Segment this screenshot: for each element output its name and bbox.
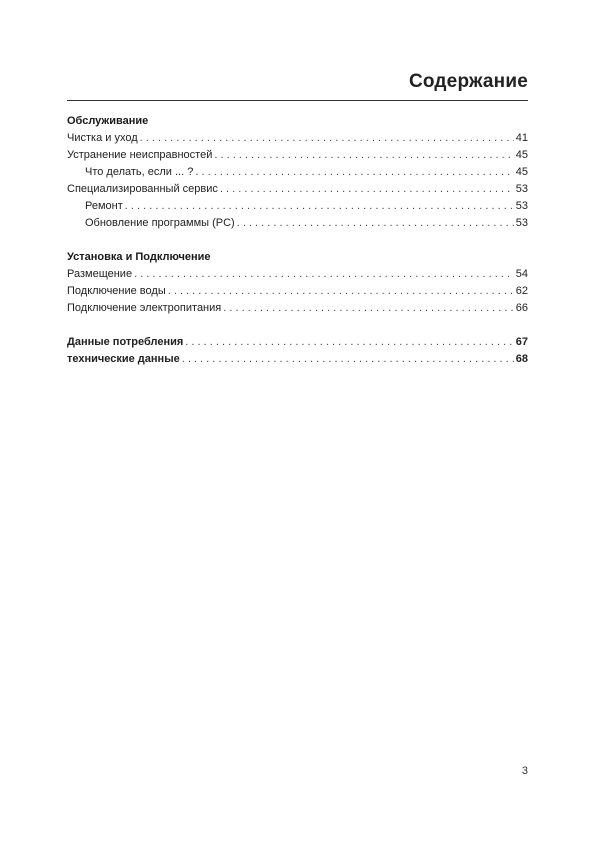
toc-entry-page: 68 <box>515 353 528 365</box>
toc-entry-label: Что делать, если ... ? <box>85 166 194 178</box>
toc-entry-page: 53 <box>515 183 528 195</box>
dot-leader <box>220 181 514 198</box>
section-heading: Установка и Подключение <box>67 251 211 263</box>
dot-leader <box>125 198 514 215</box>
toc-entry-label: Размещение <box>67 268 133 280</box>
toc-subentry[interactable] <box>67 198 528 215</box>
dot-leader <box>182 351 514 368</box>
toc-entry-label: технические данные <box>67 353 180 365</box>
dot-leader <box>223 300 514 317</box>
toc-section-installation <box>67 249 528 317</box>
toc-entry-label: Подключение воды <box>67 285 166 297</box>
dot-leader <box>140 130 514 147</box>
toc-entry-page: 54 <box>515 268 528 280</box>
dot-leader <box>185 334 513 351</box>
toc-entry-label: Данные потребления <box>67 336 184 348</box>
toc-section-maintenance <box>67 113 528 232</box>
toc-entry-label: Ремонт <box>85 200 123 212</box>
dot-leader <box>237 215 514 232</box>
dot-leader <box>134 266 514 283</box>
toc-entry-page: 45 <box>515 149 528 161</box>
toc-entry-page: 45 <box>515 166 528 178</box>
table-of-contents <box>67 113 528 368</box>
toc-entry[interactable] <box>67 130 528 147</box>
toc-entry-label: Специализированный сервис <box>67 183 218 195</box>
toc-entry-label: Подключение электропитания <box>67 302 222 314</box>
title-divider <box>67 100 528 101</box>
toc-entry[interactable] <box>67 181 528 198</box>
dot-leader <box>168 283 514 300</box>
toc-entry-page: 41 <box>515 132 528 144</box>
toc-entry[interactable] <box>67 266 528 283</box>
toc-entry-page: 66 <box>515 302 528 314</box>
toc-entry[interactable] <box>67 147 528 164</box>
toc-entry[interactable] <box>67 283 528 300</box>
toc-entry-page: 67 <box>515 336 528 348</box>
toc-entry-page: 53 <box>515 200 528 212</box>
page-title: Содержание <box>408 71 528 92</box>
toc-entry-label: Чистка и уход <box>67 132 138 144</box>
toc-section-specs <box>67 334 528 368</box>
dot-leader <box>195 164 513 181</box>
toc-subentry[interactable] <box>67 164 528 181</box>
toc-entry-label: Устранение неисправностей <box>67 149 213 161</box>
toc-entry-page: 53 <box>515 217 528 229</box>
toc-subentry[interactable] <box>67 215 528 232</box>
section-heading: Обслуживание <box>67 115 149 127</box>
toc-entry-bold[interactable] <box>67 351 528 368</box>
toc-entry-label: Обновление программы (PC) <box>85 217 235 229</box>
toc-entry-page: 62 <box>515 285 528 297</box>
toc-entry-bold[interactable] <box>67 334 528 351</box>
page-number: 3 <box>521 765 528 777</box>
dot-leader <box>214 147 513 164</box>
toc-entry[interactable] <box>67 300 528 317</box>
